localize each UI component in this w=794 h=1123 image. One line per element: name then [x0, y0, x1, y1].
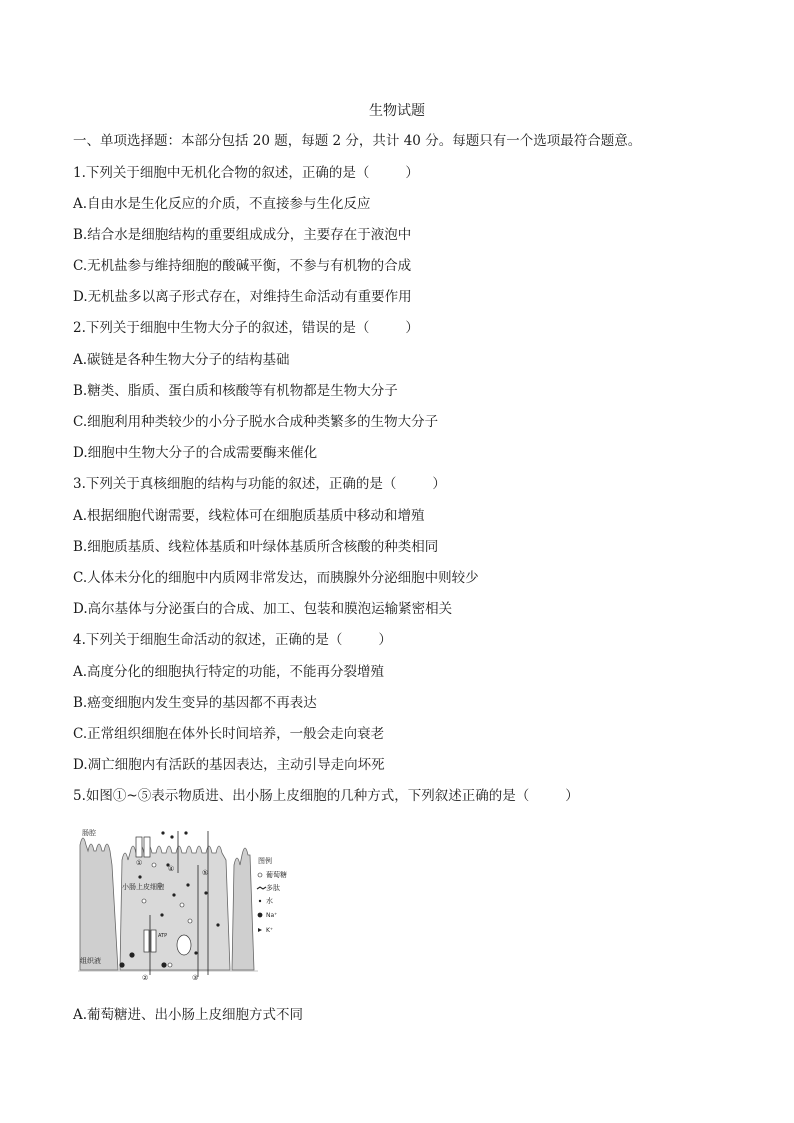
marker-3: ③ [192, 974, 199, 982]
question-stem-end: ） [378, 632, 392, 648]
channel-2 [144, 930, 149, 952]
channel-1b [144, 837, 150, 857]
channel-1 [136, 837, 142, 857]
legend-potassium-icon [258, 928, 262, 932]
legend-sodium: Na⁺ [266, 912, 278, 919]
question-3-option-c: C.人体未分化的细胞中内质网非常发达，而胰腺外分泌细胞中则较少 [73, 570, 479, 586]
question-stem-text: 5.如图①~⑤表示物质进、出小肠上皮细胞的几种方式，下列叙述正确的是（ [73, 788, 530, 804]
marker-1: ① [136, 859, 143, 867]
channel-3 [177, 935, 191, 955]
question-1-stem [73, 163, 419, 183]
question-stem-end: ） [405, 320, 419, 336]
channel-2b [151, 930, 156, 952]
question-4-stem [73, 630, 392, 650]
question-1-option-d: D.无机盐多以离子形式存在，对维持生命活动有重要作用 [73, 289, 412, 305]
section-heading: 一、单项选择题：本部分包括 20 题，每题 2 分，共计 40 分。每题只有一个选项最符合题意。 [73, 133, 642, 149]
question-3-option-b: B.细胞质基质、线粒体基质和叶绿体基质所含核酸的种类相同 [73, 539, 439, 555]
question-1-option-c: C.无机盐参与维持细胞的酸碱平衡，不参与有机物的合成 [73, 258, 412, 274]
question-stem-text: 3.下列关于真核细胞的结构与功能的叙述，正确的是（ [73, 476, 397, 492]
question-4-option-c: C.正常组织细胞在体外长时间培养，一般会走向衰老 [73, 726, 385, 742]
legend-sodium-icon [258, 913, 263, 918]
question-stem-text: 1.下列关于细胞中无机化合物的叙述，正确的是（ [73, 165, 370, 181]
question-2-stem [73, 318, 419, 338]
question-4-option-b: B.癌变细胞内发生变异的基因都不再表达 [73, 695, 317, 711]
question-2-option-a: A.碳链是各种生物大分子的结构基础 [73, 352, 290, 368]
question-1-option-a: A.自由水是生化反应的介质，不直接参与生化反应 [73, 196, 371, 212]
question-5-option-a: A.葡萄糖进、出小肠上皮细胞方式不同 [73, 1007, 304, 1023]
question-2-option-d: D.细胞中生物大分子的合成需要酶来催化 [73, 445, 318, 461]
transport-diagram-svg [78, 825, 303, 985]
question-5-stem [73, 786, 579, 806]
question-1-option-b: B.结合水是细胞结构的重要组成成分，主要存在于液泡中 [73, 227, 412, 243]
question-stem-text: 2.下列关于细胞中生物大分子的叙述，错误的是（ [73, 320, 370, 336]
marker-2: ② [142, 974, 149, 982]
transport-diagram [78, 825, 303, 985]
question-2-option-b: B.糖类、脂质、蛋白质和核酸等有机物都是生物大分子 [73, 383, 398, 399]
question-3-option-a: A.根据细胞代谢需要，线粒体可在细胞质基质中移动和增殖 [73, 508, 425, 524]
marker-4: ④ [168, 865, 175, 873]
legend-glucose-icon [258, 873, 262, 877]
legend-peptide-icon [257, 887, 266, 889]
atp-label: ATP [158, 933, 168, 939]
legend-water: 水 [266, 897, 273, 905]
lumen-label: 肠腔 [82, 829, 96, 837]
legend-water-icon [259, 900, 261, 902]
legend-peptide: 多肽 [266, 884, 280, 892]
question-stem-end: ） [565, 788, 579, 804]
marker-5: ⑤ [202, 869, 209, 877]
legend-glucose: 葡萄糖 [266, 871, 287, 879]
legend-potassium: K⁺ [266, 927, 274, 934]
question-stem-end: ） [405, 165, 419, 181]
question-3-option-d: D.高尔基体与分泌蛋白的合成、加工、包装和膜泡运输紧密相关 [73, 601, 453, 617]
question-stem-end: ） [432, 476, 446, 492]
legend-title: 图例 [258, 857, 272, 865]
cell-label: 小肠上皮细胞 [122, 883, 164, 891]
left-cell-outline [80, 838, 118, 970]
question-stem-text: 4.下列关于细胞生命活动的叙述，正确的是（ [73, 632, 343, 648]
question-4-option-a: A.高度分化的细胞执行特定的功能，不能再分裂增殖 [73, 664, 385, 680]
question-2-option-c: C.细胞利用种类较少的小分子脱水合成种类繁多的生物大分子 [73, 414, 439, 430]
right-cell-outline [232, 848, 254, 970]
question-4-option-d: D.凋亡细胞内有活跃的基因表达，主动引导走向坏死 [73, 757, 385, 773]
question-3-stem [73, 474, 446, 494]
page-title: 生物试题 [369, 103, 425, 119]
tissue-label: 组织液 [80, 957, 101, 965]
